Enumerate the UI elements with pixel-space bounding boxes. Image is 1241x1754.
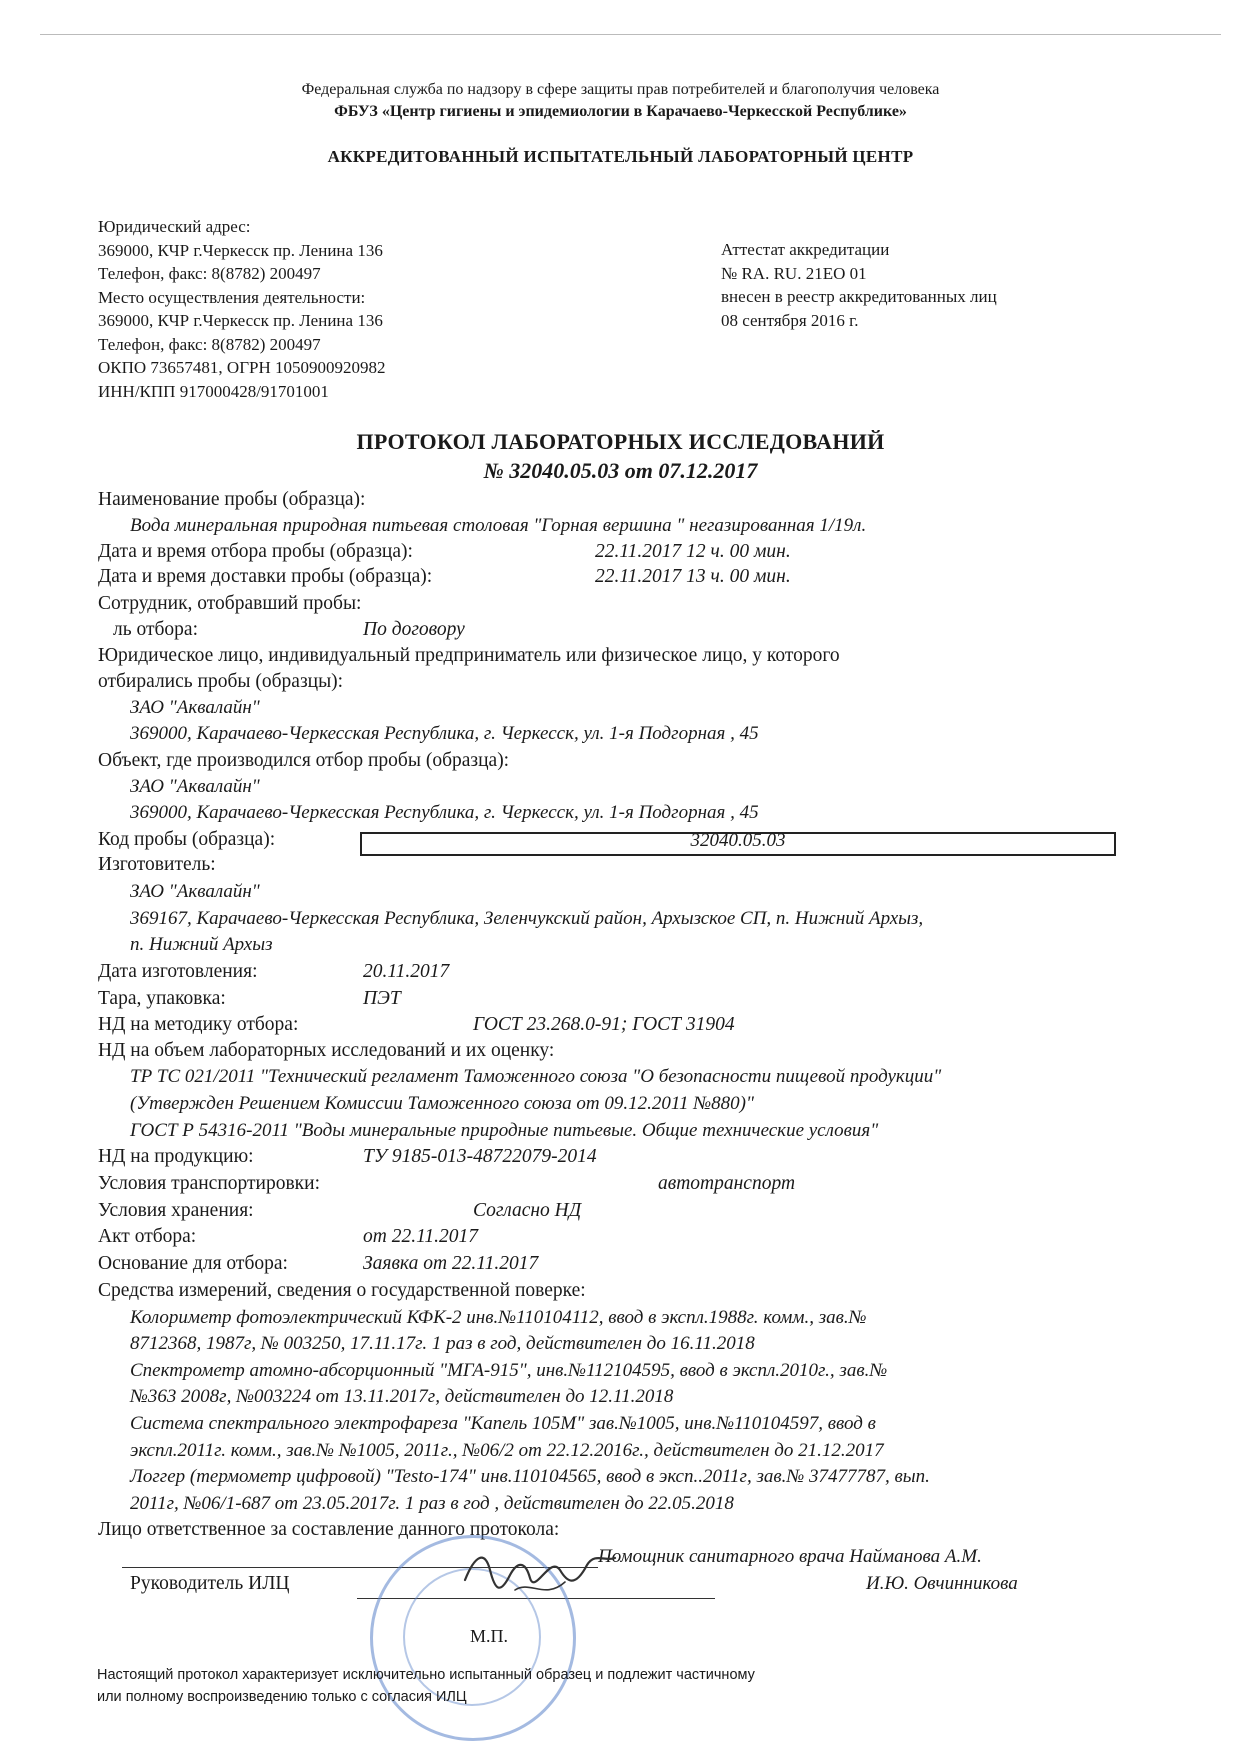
top-border-line [40,34,1221,35]
basis-label: Основание для отбора: [98,1253,288,1274]
responsible-person: Помощник санитарного врача Найманова А.М. [598,1546,982,1567]
accreditation-line-2: № RA. RU. 21ЕО 01 [721,263,867,283]
entity-label-2: отбирались пробы (образцы): [98,671,344,692]
storage-label: Условия хранения: [98,1200,254,1221]
instrument-3a: Система спектрального электрофареза "Капель 105М" зав.№1005, инв.№110104597, ввод в [130,1413,876,1434]
scope-line-2: (Утвержден Решением Комиссии Таможенного союза от 09.12.2011 №880)" [130,1093,754,1114]
sample-code: 32040.05.03 [690,830,786,851]
sampling-datetime-label: Дата и время отбора пробы (образца): [98,541,413,562]
inn-kpp: ИНН/КПП 917000428/91701001 [98,381,329,401]
object-address: 369000, Карачаево-Черкесская Республика, г. Черкесск, ул. 1-я Подгорная , 45 [130,802,759,823]
manufacturer-name: ЗАО "Аквалайн" [130,881,260,902]
act-label: Акт отбора: [98,1226,197,1247]
head-label: Руководитель ИЛЦ [130,1573,290,1594]
phone-1: Телефон, факс: 8(8782) 200497 [98,264,321,283]
basis-value: Заявка от 22.11.2017 [363,1253,539,1274]
production-date-label: Дата изготовления: [98,961,258,982]
entity-label-1: Юридическое лицо, индивидуальный предприниматель или физическое лицо, у которого [98,645,840,666]
sampling-method: ГОСТ 23.268.0-91; ГОСТ 31904 [473,1014,735,1035]
transport-label: Условия транспортировки: [98,1173,321,1194]
manufacturer-address-2: п. Нижний Архыз [130,934,273,955]
protocol-title: ПРОТОКОЛ ЛАБОРАТОРНЫХ ИССЛЕДОВАНИЙ [356,429,885,454]
product-nd-label: НД на продукцию: [98,1146,254,1167]
instrument-1b: 8712368, 1987г, № 003250, 17.11.17г. 1 раз в год, действителен до 16.11.2018 [130,1333,755,1354]
mp-label: М.П. [470,1626,509,1646]
entity-address: 369000, Карачаево-Черкесская Республика, г. Черкесск, ул. 1-я Подгорная , 45 [130,723,759,744]
accreditation-line-4: 08 сентября 2016 г. [721,310,859,330]
scope-line-3: ГОСТ Р 54316-2011 "Воды минеральные природные питьевые. Общие технические условия" [130,1120,879,1141]
org-line-2: ФБУЗ «Центр гигиены и эпидемиологии в Карачаево-Черкесской Республике» [334,103,907,120]
activity-address: 369000, КЧР г.Черкесск пр. Ленина 136 [98,311,383,330]
phone-2: Телефон, факс: 8(8782) 200497 [98,334,321,354]
sample-code-label: Код пробы (образца): [98,829,276,850]
manufacturer-label: Изготовитель: [98,854,216,875]
accreditation-line-1: Аттестат аккредитации [721,240,890,259]
storage-value: Согласно НД [473,1200,582,1221]
transport-value: автотранспорт [658,1173,796,1194]
responsible-label: Лицо ответственное за составление данного протокола: [98,1519,560,1540]
footer-line-1: Настоящий протокол характеризует исключительно испытанный образец и подлежит частичному [97,1667,755,1683]
org-line-1: Федеральная служба по надзору в сфере защиты прав потребителей и благополучия человека [301,81,940,98]
delivery-datetime: 22.11.2017 13 ч. 00 мин. [595,566,791,587]
activity-address-label: Место осуществления деятельности: [98,287,366,307]
package-label: Тара, упаковка: [98,988,226,1009]
legal-address: 369000, КЧР г.Черкесск пр. Ленина 136 [98,240,383,260]
address-block [98,215,386,403]
center-name: АККРЕДИТОВАННЫЙ ИСПЫТАТЕЛЬНЫЙ ЛАБОРАТОРНЫЙ ЦЕНТР [327,147,914,166]
footer-line-2: или полному воспроизведению только с согласия ИЛЦ [97,1689,467,1705]
entity-name: ЗАО "Аквалайн" [130,697,260,718]
object-name: ЗАО "Аквалайн" [130,776,260,797]
sampling-method-label: НД на методику отбора: [98,1014,299,1035]
act-value: от 22.11.2017 [363,1226,479,1247]
accreditation-line-3: внесен в реестр аккредитованных лиц [721,287,997,306]
employee-label: Сотрудник, отобравший пробы: [98,593,362,614]
handwritten-signature [455,1540,625,1610]
instrument-4a: Логгер (термометр цифровой) "Testo-174" инв.110104565, ввод в эксп..2011г, зав.№ 37477787, вып. [130,1466,930,1487]
sample-name: Вода минеральная природная питьевая столовая "Горная вершина " негазированная 1/19л. [130,515,867,536]
instrument-1a: Колориметр фотоэлектрический КФК-2 инв.№110104112, ввод в экспл.1988г. комм., зав.№ [130,1307,867,1328]
legal-address-label: Юридический адрес: [98,217,251,236]
instrument-3b: экспл.2011г. комм., зав.№ №1005, 2011г., №06/2 от 22.12.2016г., действителен до 21.12.2017 [130,1440,884,1461]
okpo-ogrn: ОКПО 73657481, ОГРН 1050900920982 [98,358,386,377]
sampling-datetime: 22.11.2017 12 ч. 00 мин. [595,541,791,562]
protocol-number: № 32040.05.03 от 07.12.2017 [483,458,758,483]
head-name: И.Ю. Овчинникова [866,1573,1018,1594]
accreditation-block [721,238,997,332]
instrument-4b: 2011г, №06/1-687 от 23.05.2017г. 1 раз в год , действителен до 22.05.2018 [130,1493,734,1514]
sample-name-label: Наименование пробы (образца): [98,489,366,510]
object-label: Объект, где производился отбор пробы (образца): [98,750,510,771]
purpose-label: ль отбора: [113,619,199,640]
instrument-2a: Спектрометр атомно-абсорционный "МГА-915", инв.№112104595, ввод в экспл.2010г., зав.№ [130,1360,888,1381]
production-date: 20.11.2017 [363,961,450,982]
product-nd: ТУ 9185-013-48722079-2014 [363,1146,597,1167]
instruments-label: Средства измерений, сведения о государственной поверке: [98,1280,586,1301]
purpose-value: По договору [363,619,465,640]
scope-label: НД на объем лабораторных исследований и их оценку: [98,1040,555,1061]
scope-line-1: ТР ТС 021/2011 "Технический регламент Таможенного союза "О безопасности пищевой продукции" [130,1066,942,1087]
instrument-2b: №363 2008г, №003224 от 13.11.2017г, действителен до 12.11.2018 [130,1386,674,1407]
package-value: ПЭТ [363,988,401,1009]
manufacturer-address-1: 369167, Карачаево-Черкесская Республика, Зеленчукский район, Архызское СП, п. Нижний Архыз, [130,908,924,929]
delivery-datetime-label: Дата и время доставки пробы (образца): [98,566,433,587]
